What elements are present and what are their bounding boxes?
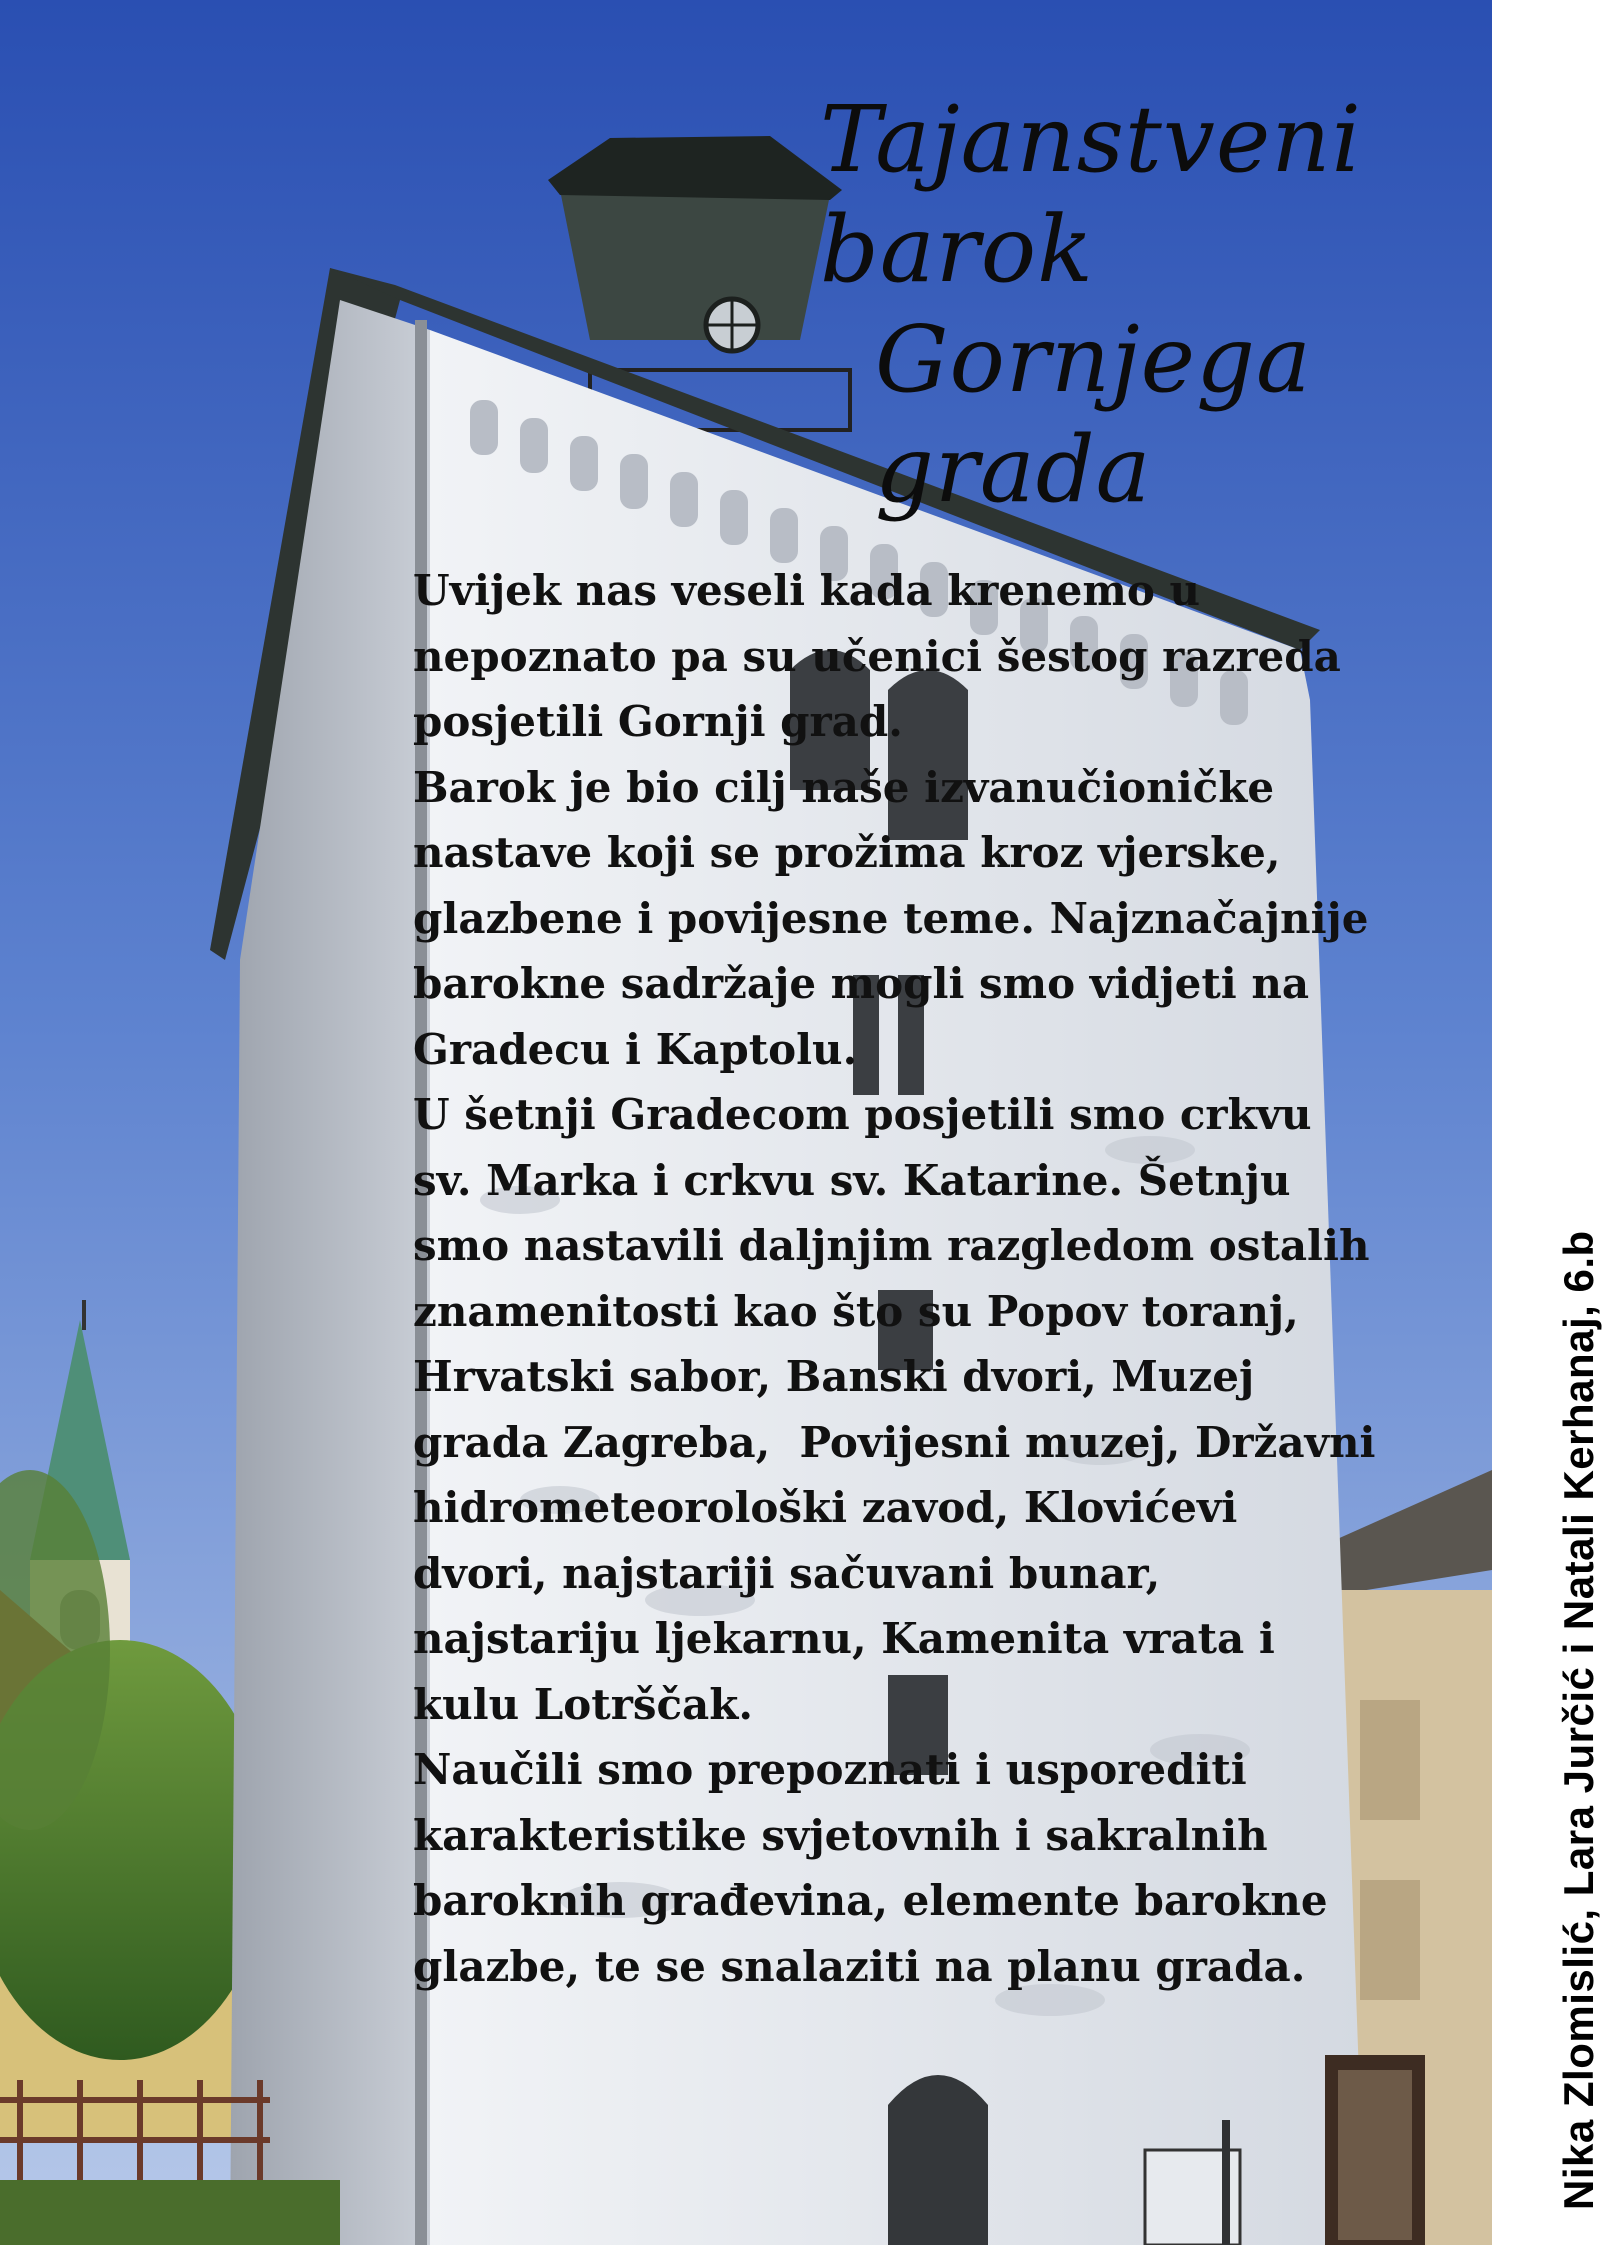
body-line: najstariju ljekarnu, Kamenita vrata i [413, 1614, 1275, 1663]
body-line: smo nastavili daljnjim razgledom ostalih [413, 1221, 1370, 1270]
body-line: grada Zagreba, Povijesni muzej, Državni [413, 1417, 1376, 1467]
page-title [820, 85, 1500, 525]
body-line: dvori, najstariji sačuvani bunar, [413, 1548, 1161, 1598]
body-line: hidrometeorološki zavod, Klovićevi [413, 1483, 1238, 1532]
title-line-1: Tajanstveni barok [820, 86, 1362, 303]
body-line: baroknih građevina, elemente barokne [413, 1876, 1328, 1925]
body-line: Hrvatski sabor, Banski dvori, Muzej [413, 1352, 1255, 1401]
body-line: karakteristike svjetovnih i sakralnih [413, 1810, 1268, 1860]
body-line: nastave koji se prožima kroz vjerske, [413, 828, 1281, 877]
body-line: kulu Lotrščak. [413, 1679, 753, 1729]
body-line: znamenitosti kao što su Popov toranj, [413, 1286, 1299, 1336]
body-line: glazbe, te se snalaziti na planu grada. [413, 1941, 1306, 1991]
body-line: Naučili smo prepoznati i usporediti [413, 1745, 1247, 1794]
body-line: barokne sadržaje mogli smo vidjeti na [413, 959, 1310, 1008]
article-body [413, 558, 1376, 1999]
body-line: Gradecu i Kaptolu. [413, 1024, 858, 1074]
body-line: glazbene i povijesne teme. Najznačajnije [413, 893, 1369, 943]
body-line: Uvijek nas veseli kada krenemo u [413, 566, 1201, 615]
body-line: U šetnji Gradecom posjetili smo crkvu [413, 1090, 1312, 1139]
title-line-2: Gornjega grada [875, 306, 1312, 523]
body-line: sv. Marka i crkvu sv. Katarine. Šetnju [413, 1155, 1291, 1205]
body-line: Barok je bio cilj naše izvanučioničke [413, 762, 1275, 812]
body-line: nepoznato pa su učenici šestog razreda [413, 631, 1341, 681]
body-line: posjetili Gornji grad. [413, 697, 903, 746]
authors-credit: Nika Zlomislić, Lara Jurčić i Natali Kerhanaj, 6.b [1555, 1230, 1602, 2210]
